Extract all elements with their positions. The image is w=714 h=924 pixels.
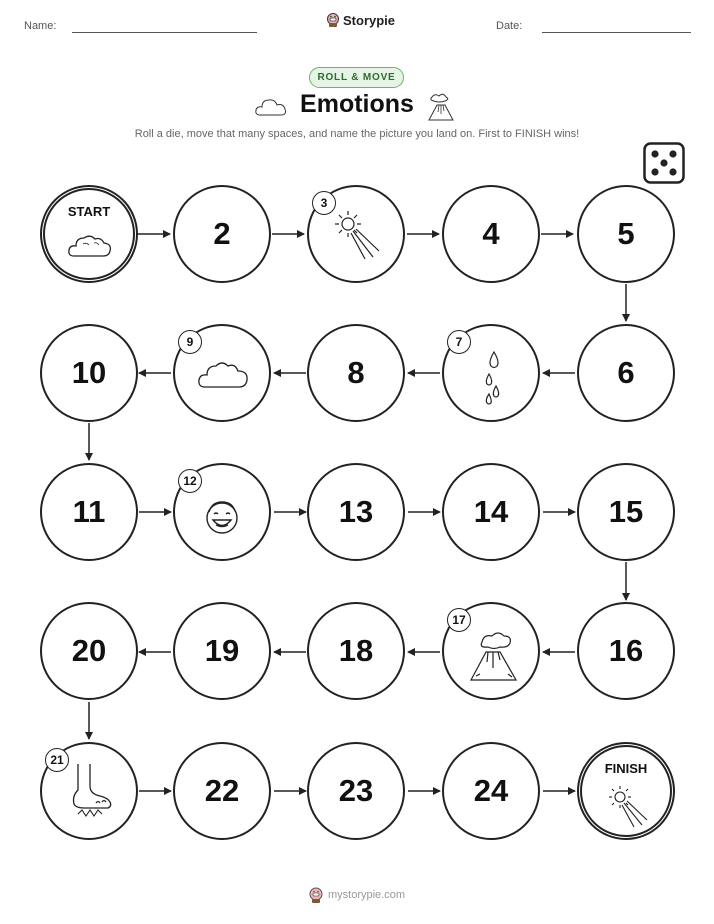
board-space[interactable] (40, 463, 138, 561)
space-number-badge: 7 (447, 330, 471, 354)
board-space[interactable] (173, 185, 271, 283)
pig-mascot-icon (308, 886, 324, 904)
picture-space[interactable] (173, 463, 271, 561)
stomping-foot-icon (64, 762, 118, 822)
brand-name: Storypie (343, 12, 396, 28)
board-space[interactable] (173, 742, 271, 840)
name-label: Name: (24, 20, 57, 32)
space-number-badge: 17 (447, 608, 471, 632)
volcano-icon (468, 630, 520, 684)
sun-rays-icon (606, 783, 652, 829)
page-title: Emotions (300, 90, 414, 118)
sun-rays-icon (331, 207, 385, 261)
space-number-badge: 12 (178, 469, 202, 493)
board-space[interactable] (577, 602, 675, 700)
space-number: 19 (204, 633, 240, 668)
footer-url[interactable]: mystorypie.com (328, 889, 406, 901)
picture-space[interactable] (442, 324, 540, 422)
board-space[interactable] (577, 463, 675, 561)
space-number: 6 (617, 355, 635, 390)
space-number-badge: 3 (312, 191, 336, 215)
finish-space[interactable] (577, 742, 675, 840)
board-space[interactable] (442, 742, 540, 840)
date-label: Date: (496, 20, 523, 32)
board-space[interactable] (307, 742, 405, 840)
board-space[interactable] (307, 324, 405, 422)
space-number: 20 (71, 633, 107, 668)
picture-space[interactable] (307, 185, 405, 283)
game-type-badge: ROLL & MOVE (309, 67, 404, 88)
space-number: 14 (473, 494, 509, 529)
board-space[interactable] (577, 185, 675, 283)
picture-space[interactable] (173, 324, 271, 422)
instructions: Roll a die, move that many spaces, and name the picture you land on. First to FINISH wins! (134, 128, 580, 140)
board-space[interactable] (577, 324, 675, 422)
picture-space[interactable] (442, 602, 540, 700)
space-number: 8 (347, 355, 365, 390)
space-number: 18 (338, 633, 374, 668)
space-number: 5 (617, 216, 635, 251)
board-space[interactable] (307, 463, 405, 561)
board-space[interactable] (40, 324, 138, 422)
space-number: 4 (482, 216, 500, 251)
raindrops-icon (480, 350, 506, 408)
cloud-icon (197, 356, 251, 392)
board-space[interactable] (173, 602, 271, 700)
space-number-badge: 21 (45, 748, 69, 772)
space-number: 23 (338, 773, 374, 808)
board-space[interactable] (442, 185, 540, 283)
board-space[interactable] (40, 602, 138, 700)
space-number: 13 (338, 494, 374, 529)
footer (308, 886, 405, 904)
start-label: START (67, 204, 111, 219)
board-space[interactable] (442, 463, 540, 561)
space-number-badge: 9 (178, 330, 202, 354)
board-space[interactable] (307, 602, 405, 700)
laughing-face-icon (202, 497, 242, 537)
picture-space[interactable] (40, 742, 138, 840)
space-number: 11 (72, 494, 106, 529)
start-space[interactable] (40, 185, 138, 283)
space-number: 15 (608, 494, 644, 529)
space-number: 22 (204, 773, 240, 808)
space-number: 10 (71, 355, 107, 390)
cloud-icon (67, 230, 113, 260)
space-number: 24 (473, 773, 509, 808)
space-number: 2 (213, 216, 231, 251)
finish-label: FINISH (604, 761, 648, 776)
space-number: 16 (608, 633, 644, 668)
